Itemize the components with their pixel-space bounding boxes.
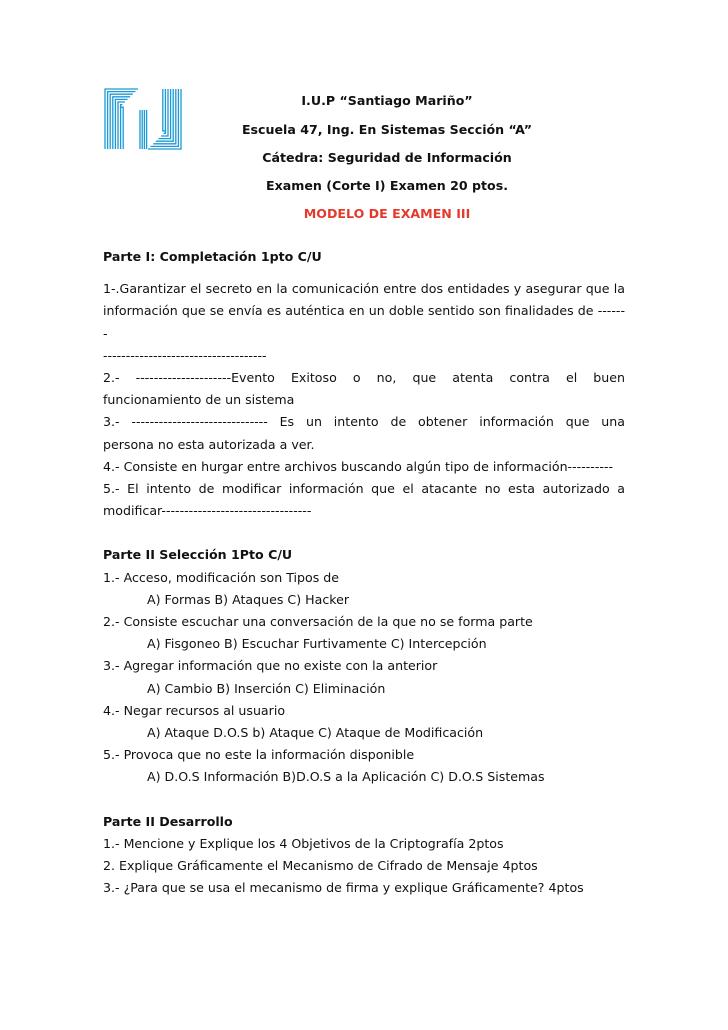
question-1-1-blank: ------------------------------------ xyxy=(103,347,267,363)
course-name: Cátedra: Seguridad de Información xyxy=(262,150,512,165)
question-2-1-options: A) Formas B) Ataques C) Hacker xyxy=(147,591,350,607)
question-2-5: 5.- Provoca que no este la información disponible xyxy=(103,747,415,763)
exam-info: Examen (Corte I) Examen 20 ptos. xyxy=(266,178,508,193)
question-2-4-options: A) Ataque D.O.S b) Ataque C) Ataque de Modificación xyxy=(147,725,484,741)
question-2-2: 2.- Consiste escuchar una conversación de la que no se forma parte xyxy=(103,614,533,630)
section-title-parte-2: Parte II Selección 1Pto C/U xyxy=(103,547,293,563)
section-title-parte-1: Parte I: Completación 1pto C/U xyxy=(103,249,322,264)
question-3-1: 1.- Mencione y Explique los 4 Objetivos de la Criptografía 2ptos xyxy=(103,835,504,851)
question-2-1: 1.- Acceso, modificación son Tipos de xyxy=(103,569,340,585)
university-logo-icon xyxy=(104,88,182,150)
question-1-2-cont: funcionamiento de un sistema xyxy=(103,392,295,408)
question-2-3: 3.- Agregar información que no existe con la anterior xyxy=(103,658,438,674)
question-1-2: 2.- ---------------------Evento Exitoso o no, que atenta contra el buen xyxy=(103,370,625,386)
question-2-4: 4.- Negar recursos al usuario xyxy=(103,702,286,718)
exam-body xyxy=(103,246,625,899)
question-1-4: 4.- Consiste en hurgar entre archivos buscando algún tipo de información---------- xyxy=(103,458,614,474)
exam-model-title: MODELO DE EXAMEN III xyxy=(303,206,471,221)
question-1-5: 5.- El intento de modificar información que el atacante no esta autorizado a xyxy=(103,481,625,497)
question-1-3: 3.- ------------------------------ Es un intento de obtener información que una xyxy=(103,414,625,430)
question-1-3-cont: persona no esta autorizada a ver. xyxy=(103,436,315,452)
institution-name: I.U.P “Santiago Mariño” xyxy=(301,93,473,108)
question-2-5-options: A) D.O.S Información B)D.O.S a la Aplicación C) D.O.S Sistemas xyxy=(147,769,545,785)
question-3-2: 2. Explique Gráficamente el Mecanismo de Cifrado de Mensaje 4ptos xyxy=(103,858,538,874)
section-title-parte-3: Parte II Desarrollo xyxy=(103,813,233,829)
question-3-3: 3.- ¿Para que se usa el mecanismo de firma y explique Gráficamente? 4ptos xyxy=(103,880,584,896)
question-2-2-options: A) Fisgoneo B) Escuchar Furtivamente C) Intercepción xyxy=(147,636,487,652)
question-1-1: 1-.Garantizar el secreto en la comunicación entre dos entidades y asegurar que la información que se envía es auténtica en un doble sentido son finalidades de ------- xyxy=(103,281,625,341)
question-2-3-options: A) Cambio B) Inserción C) Eliminación xyxy=(147,680,386,696)
question-1-5-cont: modificar--------------------------------- xyxy=(103,503,312,519)
school-section: Escuela 47, Ing. En Sistemas Sección “A” xyxy=(241,122,533,137)
